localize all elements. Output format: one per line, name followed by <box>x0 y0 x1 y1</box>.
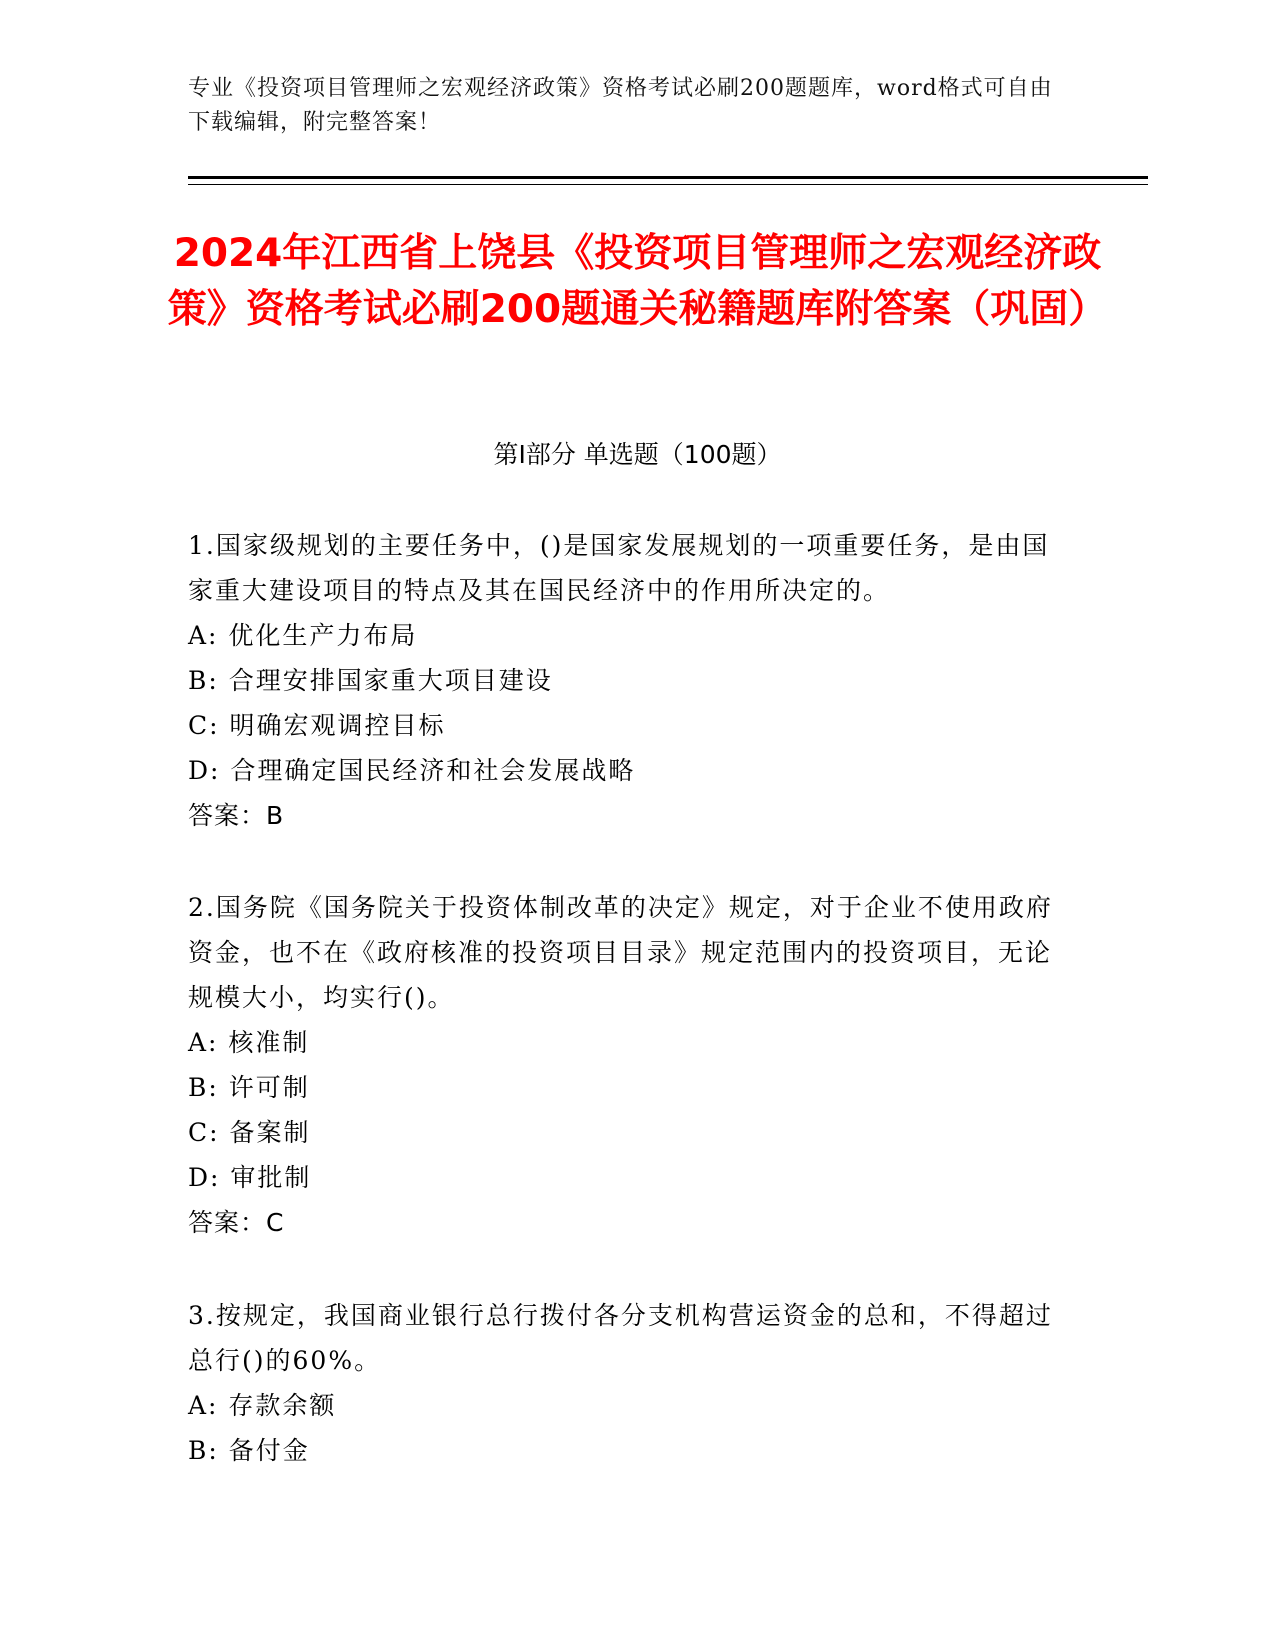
document-title: 2024年江西省上饶县《投资项目管理师之宏观经济政策》资格考试必刷200题通关秘籍题库附答案（巩固） <box>167 231 1108 332</box>
option-d: D: 合理确定国民经济和社会发展战略 <box>188 756 636 785</box>
header-divider-thin <box>188 184 1148 185</box>
question-2 <box>188 885 1068 1245</box>
option-b: B: 合理安排国家重大项目建设 <box>188 666 553 695</box>
section-title: 第Ⅰ部分 单选题（100题） <box>493 440 782 469</box>
option-b: B: 备付金 <box>188 1436 310 1465</box>
header-divider-thick <box>188 176 1148 179</box>
question-stem: 3.按规定，我国商业银行总行拨付各分支机构营运资金的总和，不得超过总行()的60%。 <box>188 1301 1053 1375</box>
option-a: A: 存款余额 <box>188 1391 337 1420</box>
option-d: D: 审批制 <box>188 1163 312 1192</box>
option-a: A: 优化生产力布局 <box>188 621 418 650</box>
answer-line: 答案：C <box>188 1208 285 1237</box>
option-a: A: 核准制 <box>188 1028 310 1057</box>
question-stem: 1.国家级规划的主要任务中，()是国家发展规划的一项重要任务，是由国家重大建设项目的特点及其在国民经济中的作用所决定的。 <box>188 531 1050 605</box>
option-c: C: 备案制 <box>188 1118 311 1147</box>
option-b: B: 许可制 <box>188 1073 310 1102</box>
header-note: 专业《投资项目管理师之宏观经济政策》资格考试必刷200题题库，word格式可自由下载编辑，附完整答案！ <box>188 76 1053 135</box>
option-c: C: 明确宏观调控目标 <box>188 711 446 740</box>
answer-line: 答案：B <box>188 801 285 830</box>
question-stem: 2.国务院《国务院关于投资体制改革的决定》规定，对于企业不使用政府资金，也不在《政府核准的投资项目目录》规定范围内的投资项目，无论规模大小，均实行()。 <box>188 893 1053 1012</box>
question-1 <box>188 523 1068 838</box>
question-3 <box>188 1293 1068 1473</box>
